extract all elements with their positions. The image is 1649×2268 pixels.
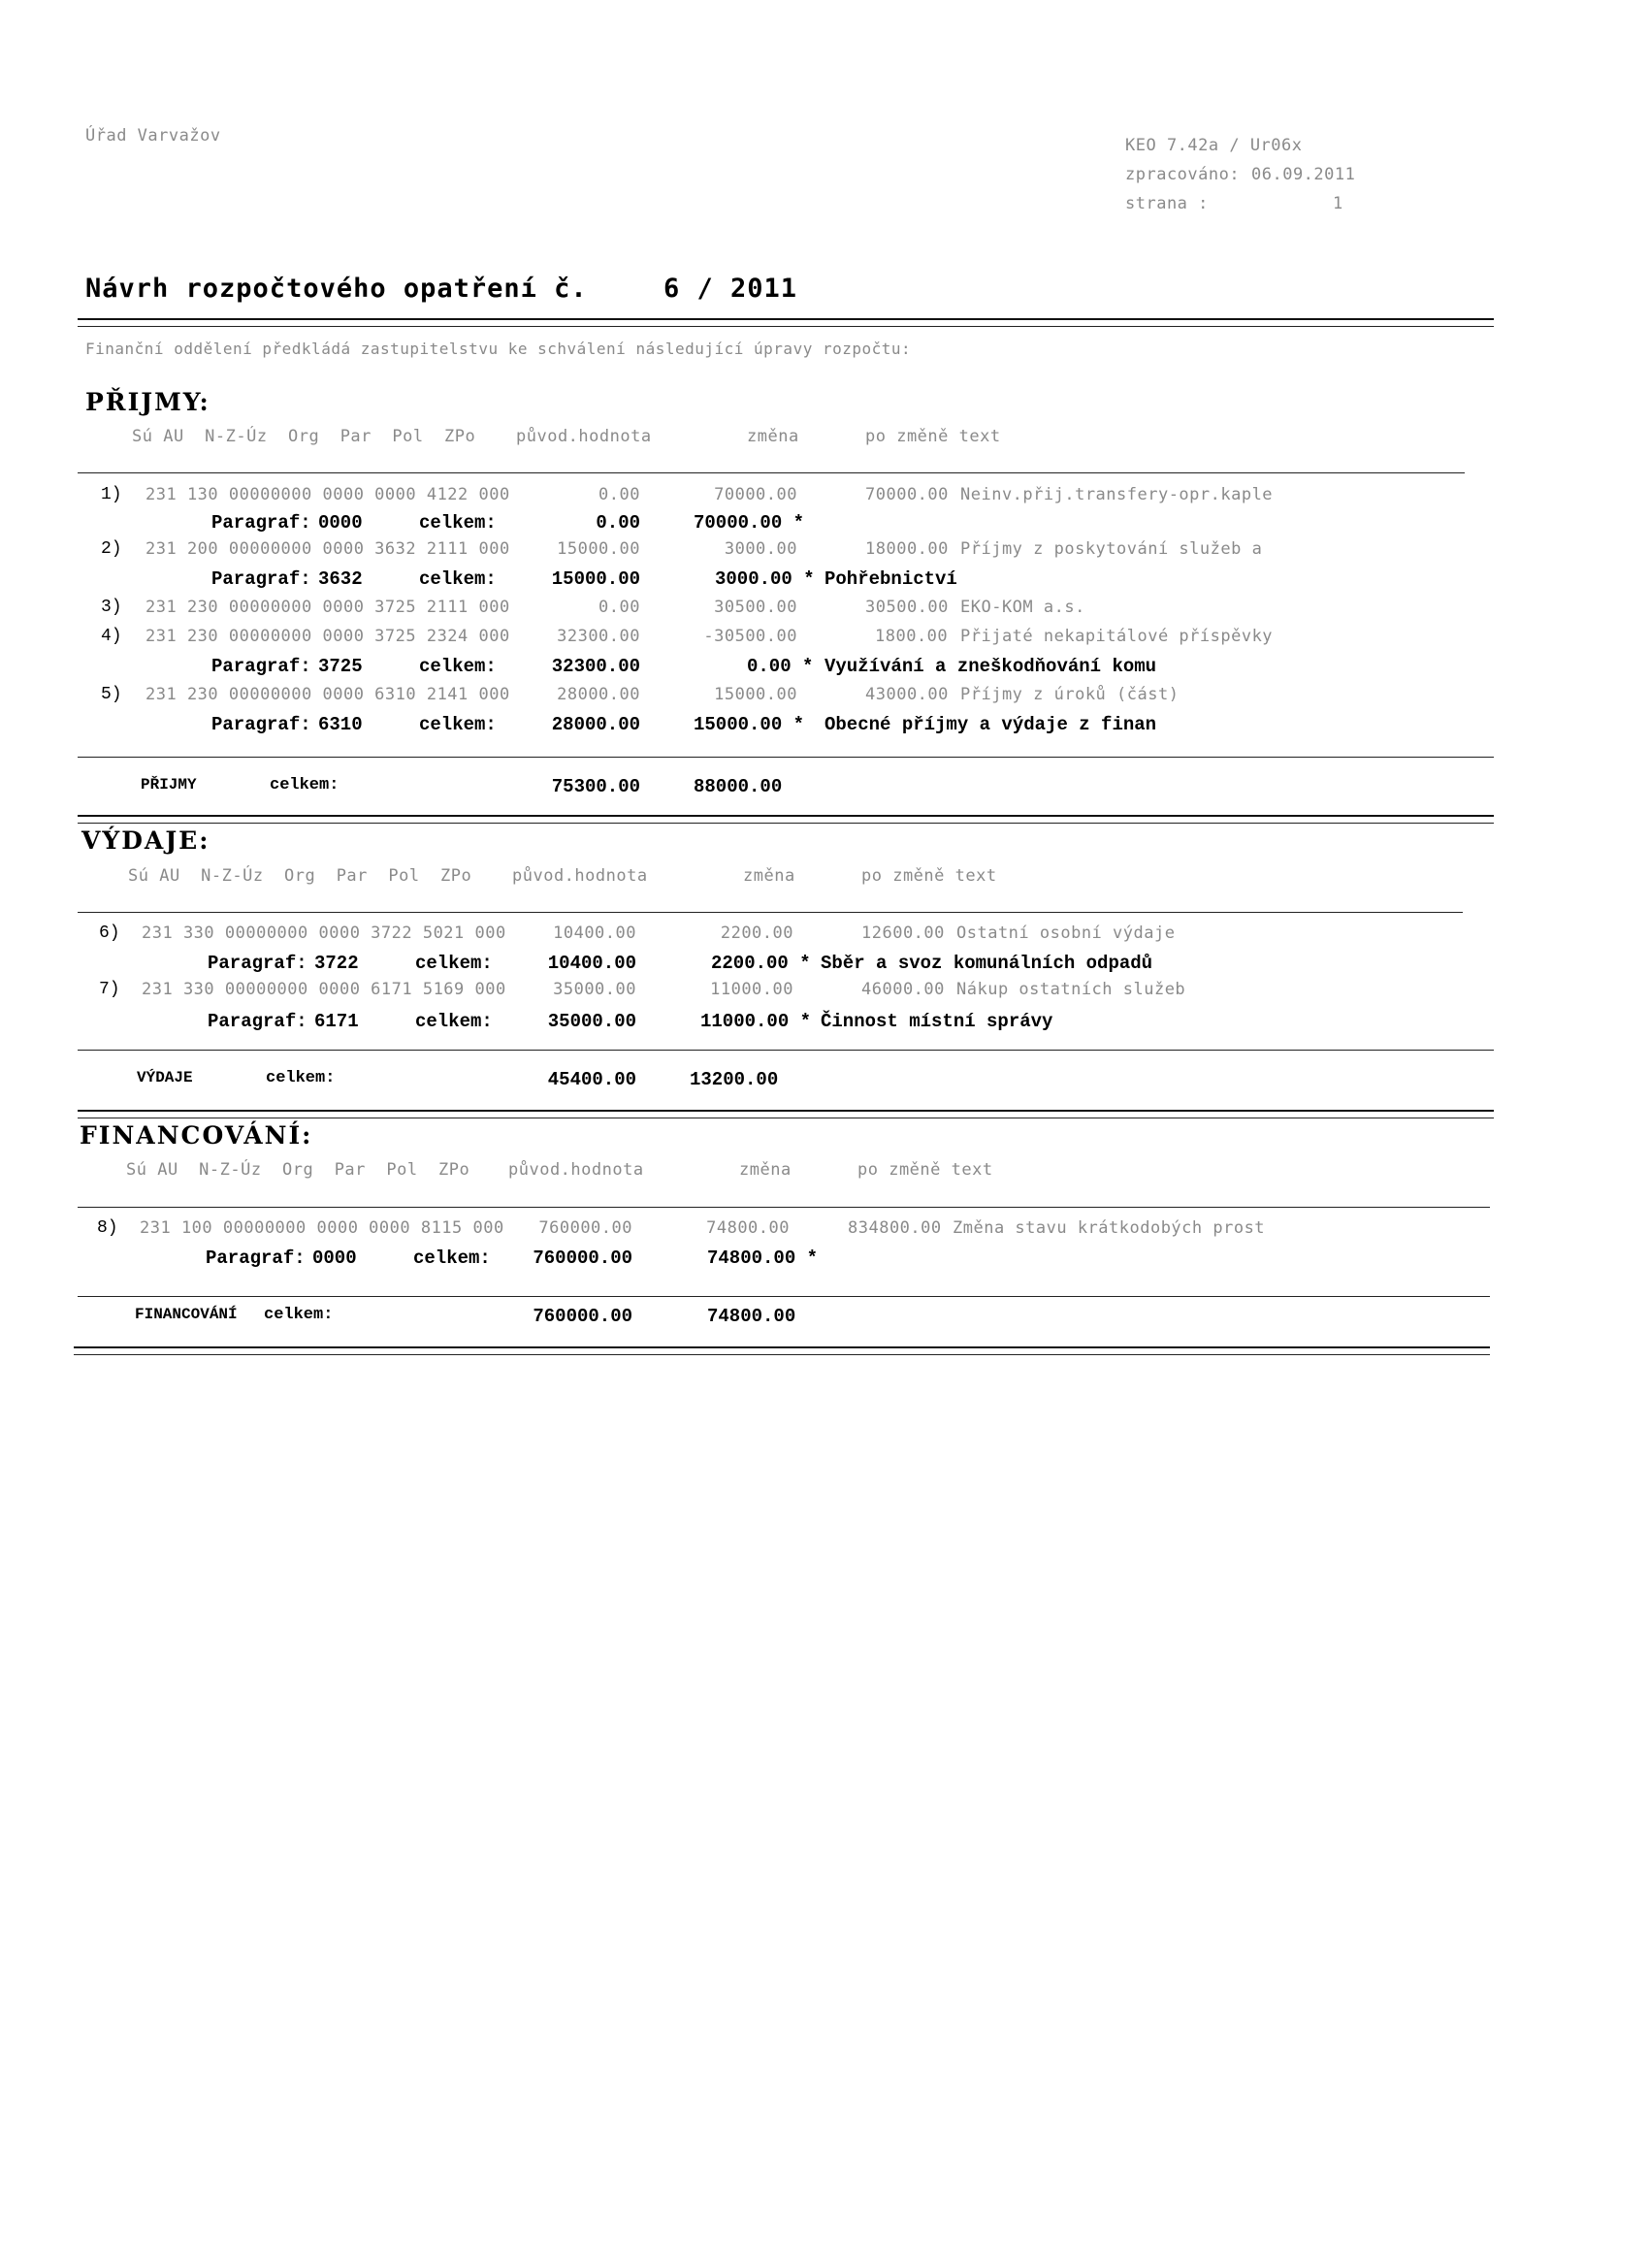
financing-total-rule [78,1296,1490,1297]
expense-col-change: změna [743,866,795,886]
paragraf-celkem: celkem: [419,714,497,735]
table-row-text: Ostatní osobní výdaje [956,923,1176,943]
table-row-after: 43000.00 [865,685,949,704]
paragraf-celkem: celkem: [413,1247,491,1269]
paragraf-change: 0.00 * [747,656,814,677]
section-financing-title: FINANCOVÁNÍ: [80,1121,313,1150]
table-row-number: 4) [101,627,122,646]
expense-total-change: 13200.00 [690,1069,779,1090]
table-row-original: 32300.00 [557,627,640,646]
paragraf-code: 6171 [314,1011,359,1032]
paragraf-code: 3722 [314,953,359,974]
paragraf-code: 0000 [318,512,363,534]
expense-total-label: VÝDAJE [137,1069,193,1086]
paragraf-celkem: celkem: [415,1011,493,1032]
table-row-codes: 231 230 00000000 0000 3725 2111 000 [146,598,510,617]
financing-col-change: změna [739,1160,792,1180]
table-row-text: Příjmy z úroků (část) [960,685,1180,704]
expense-col-codes: Sú AU N-Z-Úz Org Par Pol ZPo [128,866,472,886]
table-row-codes: 231 200 00000000 0000 3632 2111 000 [146,539,510,559]
financing-col-original: původ.hodnota [508,1160,644,1180]
paragraf-change: 74800.00 * [707,1247,819,1269]
income-col-after: po změně text [865,427,1001,446]
document-number: 6 / 2011 [663,274,798,304]
paragraf-label: Paragraf: [211,512,311,534]
table-row-change: 2200.00 [720,923,793,943]
paragraf-original: 35000.00 [547,1011,636,1032]
system-version: KEO 7.42a / Ur06x [1125,136,1303,155]
paragraf-change: 11000.00 * [700,1011,812,1032]
financing-total-original: 760000.00 [533,1306,632,1327]
table-row-change: -30500.00 [703,627,797,646]
paragraf-change: 15000.00 * [694,714,805,735]
paragraf-label: Paragraf: [211,568,311,590]
expense-total-celkem: celkem: [266,1069,336,1087]
income-header-rule [78,472,1465,473]
section-income-title: PŘIJMY: [85,388,210,416]
paragraf-change: 2200.00 * [711,953,811,974]
title-rule-bottom [78,326,1494,327]
paragraf-label: Paragraf: [211,714,311,735]
table-row-number: 2) [101,539,122,559]
table-row-codes: 231 230 00000000 0000 6310 2141 000 [146,685,510,704]
paragraf-original: 760000.00 [533,1247,632,1269]
table-row-change: 15000.00 [714,685,797,704]
table-row-after: 834800.00 [848,1218,942,1238]
intro-text: Finanční oddělení předkládá zastupitelstvu ke schválení následující úpravy rozpočtu: [85,340,912,358]
income-total-celkem: celkem: [270,776,340,794]
table-row-codes: 231 230 00000000 0000 3725 2324 000 [146,627,510,646]
paragraf-original: 15000.00 [551,568,640,590]
table-row-original: 760000.00 [538,1218,632,1238]
income-total-rule [78,757,1494,758]
financing-total-celkem: celkem: [264,1306,334,1324]
paragraf-label: Paragraf: [208,953,307,974]
table-row-after: 1800.00 [875,627,949,646]
table-row-codes: 231 100 00000000 0000 0000 8115 000 [140,1218,504,1238]
table-row-change: 74800.00 [706,1218,790,1238]
income-total-original: 75300.00 [551,776,640,797]
table-row-number: 3) [101,598,122,617]
table-row-number: 7) [99,980,120,999]
paragraf-code: 3632 [318,568,363,590]
page-number: 1 [1333,194,1343,213]
table-row-text: Příjmy z poskytování služeb a [960,539,1263,559]
table-row-after: 30500.00 [865,598,949,617]
table-row-number: 5) [101,685,122,704]
table-row-change: 3000.00 [724,539,797,559]
table-row-after: 70000.00 [865,485,949,504]
expense-total-rule [78,1050,1494,1051]
table-row-text: Nákup ostatních služeb [956,980,1186,999]
paragraf-change: 70000.00 * [694,512,805,534]
financing-total-label: FINANCOVÁNÍ [135,1306,238,1323]
table-row-codes: 231 130 00000000 0000 0000 4122 000 [146,485,510,504]
title-rule-top [78,318,1494,320]
document-title: Návrh rozpočtového opatření č. [85,274,588,304]
financing-end-rule-2 [74,1354,1490,1355]
expense-col-original: původ.hodnota [512,866,648,886]
expense-end-rule-1 [78,1110,1494,1112]
income-total-change: 88000.00 [694,776,783,797]
income-col-change: změna [747,427,799,446]
expense-total-original: 45400.00 [547,1069,636,1090]
table-row-change: 30500.00 [714,598,797,617]
table-row-text: Neinv.přij.transfery-opr.kaple [960,485,1274,504]
table-row-original: 0.00 [598,485,640,504]
table-row-after: 46000.00 [861,980,945,999]
financing-col-codes: Sú AU N-Z-Úz Org Par Pol ZPo [126,1160,470,1180]
paragraf-text: Využívání a zneškodňování komu [824,656,1157,677]
expense-col-after: po změně text [861,866,997,886]
income-col-codes: Sú AU N-Z-Úz Org Par Pol ZPo [132,427,476,446]
paragraf-code: 0000 [312,1247,357,1269]
table-row-original: 35000.00 [553,980,636,999]
table-row-text: EKO-KOM a.s. [960,598,1085,617]
paragraf-text: Činnost místní správy [821,1011,1053,1032]
paragraf-text: Obecné příjmy a výdaje z finan [824,714,1157,735]
table-row-codes: 231 330 00000000 0000 3722 5021 000 [142,923,506,943]
paragraf-original: 0.00 [596,512,640,534]
processed-label: zpracováno: [1125,165,1241,184]
paragraf-original: 28000.00 [551,714,640,735]
table-row-original: 15000.00 [557,539,640,559]
section-expense-title: VÝDAJE: [81,826,210,855]
table-row-number: 6) [99,923,120,943]
income-end-rule-2 [78,823,1494,824]
income-col-original: původ.hodnota [516,427,652,446]
income-total-label: PŘIJMY [141,776,197,794]
table-row-number: 8) [97,1218,118,1238]
paragraf-label: Paragraf: [206,1247,306,1269]
table-row-after: 18000.00 [865,539,949,559]
paragraf-label: Paragraf: [211,656,311,677]
table-row-codes: 231 330 00000000 0000 6171 5169 000 [142,980,506,999]
paragraf-celkem: celkem: [419,568,497,590]
paragraf-original: 32300.00 [551,656,640,677]
table-row-original: 28000.00 [557,685,640,704]
paragraf-text: Pohřebnictví [824,568,957,590]
table-row-text: Změna stavu krátkodobých prost [953,1218,1266,1238]
paragraf-change: 3000.00 * [715,568,815,590]
table-row-after: 12600.00 [861,923,945,943]
table-row-text: Přijaté nekapitálové příspěvky [960,627,1274,646]
financing-col-after: po změně text [857,1160,993,1180]
table-row-original: 10400.00 [553,923,636,943]
paragraf-celkem: celkem: [419,656,497,677]
income-end-rule-1 [78,815,1494,817]
financing-end-rule-1 [74,1346,1490,1348]
financing-total-change: 74800.00 [707,1306,796,1327]
paragraf-celkem: celkem: [415,953,493,974]
table-row-change: 11000.00 [710,980,793,999]
table-row-number: 1) [101,485,122,504]
office-name: Úřad Varvažov [85,126,221,146]
paragraf-code: 6310 [318,714,363,735]
table-row-change: 70000.00 [714,485,797,504]
financing-header-rule [78,1207,1490,1208]
page-label: strana : [1125,194,1209,213]
paragraf-original: 10400.00 [547,953,636,974]
expense-header-rule [78,912,1463,913]
paragraf-text: Sběr a svoz komunálních odpadů [821,953,1153,974]
table-row-original: 0.00 [598,598,640,617]
paragraf-label: Paragraf: [208,1011,307,1032]
paragraf-code: 3725 [318,656,363,677]
paragraf-celkem: celkem: [419,512,497,534]
processed-date: 06.09.2011 [1251,165,1356,184]
